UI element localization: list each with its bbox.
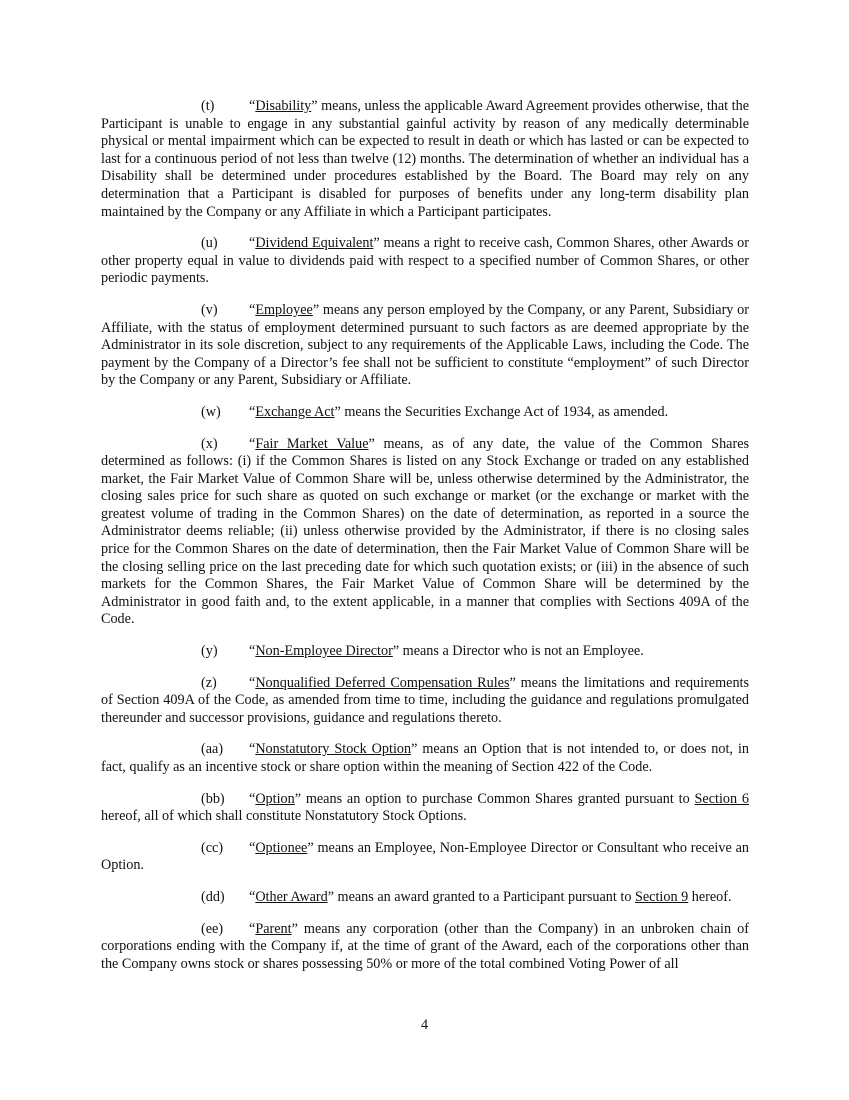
definition-text: ” means the limitations and requirements of Section 409A of the Code, as amended from time to time, including the guidance and regulations promulgated thereunder and successor provisions, guidance and regulations thereto. (101, 674, 749, 726)
definition-label: (dd) (201, 888, 225, 905)
defined-term: Disability (255, 98, 312, 114)
definition-text-tail: hereof. (688, 888, 732, 905)
definition-label: (w) (201, 403, 221, 420)
definition-label: (aa) (201, 741, 224, 758)
definition-text: ” means the Securities Exchange Act of 1934, as amended. (334, 403, 669, 420)
defined-term: Non-Employee Director (255, 643, 393, 660)
defined-term: Employee (255, 301, 313, 318)
definition-aa: (aa) “Nonstatutory Stock Option” means an Option that is not intended to, or does not, in fact, qualify as an incentive stock or share option within the meaning of Section 422 of the Code. (101, 741, 749, 775)
definition-text: ” means an award granted to a Participant pursuant to (327, 888, 635, 905)
definition-text-tail: hereof, all of which shall constitute Nonstatutory Stock Options. (101, 808, 467, 825)
definition-bb: (bb) “Option” means an option to purchase Common Shares granted pursuant to Section 6 hereof, all of which shall constitute Nonstatutory Stock Options. (101, 790, 749, 825)
defined-term: Exchange Act (255, 403, 335, 420)
defined-term: Option (255, 790, 295, 807)
definition-dd: (dd) “Other Award” means an award granted to a Participant pursuant to Section 9 hereof. (201, 888, 732, 905)
definition-label: (v) (201, 301, 218, 318)
definition-text: ” means any person employed by the Company, or any Parent, Subsidiary or Affiliate, with the status of employment determined pursuant to such factors as are deemed appropriate by the Administrator in its sole discretion, subject to any requirements of the Applicable Laws, including the Code. The payment by the Company of a Director’s fee shall not be sufficient to constitute “employment” of such Director by the Company or any Parent, Subsidiary or Affiliate. (101, 301, 749, 389)
definition-x: (x) “Fair Market Value” means, as of any date, the value of the Common Shares determined as follows: (i) if the Common Shares is listed on any Stock Exchange or traded on any established market, the Fair Market Value of Common Share will be, unless otherwise determined by the Administrator, the closing sales price for such share as quoted on such exchange or market (or the exchange or market with the greatest volume of trading in the Common Shares) on the date of determination, as reported in a source the Administrator deems reliable; (ii) unless otherwise provided by the Administrator, if there is no closing sales price for the Common Shares on the date of determination, then the Fair Market Value of Common Share will be the closing selling price on the last preceding date for which such quotation exists; or (iii) in the absence of such markets for the Common Shares, the Fair Market Value of Common Share will be determined by the Administrator in good faith and, to the extent applicable, in a manner that complies with Sections 409A of the Code. (101, 435, 750, 628)
definition-t: (t) “Disability” means, unless the applicable Award Agreement provides otherwise, that the Participant is unable to engage in any substantial gainful activity by reason of any medically determinable physical or mental impairment which can be expected to result in death or which has lasted or can be expected to last for a continuous period of not less than twelve (12) months. The determination of whether an individual has a Disability shall be determined under procedures established by the Board. The Board may rely on any determination that a Participant is disabled for purposes of benefits under any long-term disability plan maintained by the Company or any Affiliate in which a Participant participates. (101, 98, 749, 220)
definition-label: (t) (201, 98, 215, 114)
definition-cc: (cc) “Optionee” means an Employee, Non-Employee Director or Consultant who receive an Option. (101, 839, 749, 874)
definition-label: (ee) (201, 920, 224, 937)
page-number: 4 (420, 1017, 429, 1033)
definition-label: (cc) (201, 839, 224, 856)
definition-text: ” means, as of any date, the value of the Common Shares determined as follows: (i) if the Common Shares is listed on any Stock Exchange or traded on any established market, the Fair Market Value of Common Share will be, unless otherwise determined by the Administrator, the closing sales price for such share as quoted on such exchange or market (or the exchange or market with the greatest volume of trading in the Common Shares) on the date of determination, as reported in a source the Administrator deems reliable; (ii) unless otherwise provided by the Administrator, if there is no closing sales price for the Common Shares on the date of determination, then the Fair Market Value of Common Share will be the closing selling price on the last preceding date for which such quotation exists; or (iii) in the absence of such markets for the Common Shares, the Fair Market Value of Common Share will be determined by the Administrator in good faith and, to the extent applicable, in a manner that complies with Sections 409A of the Code. (101, 435, 750, 628)
definition-label: (bb) (201, 790, 225, 807)
defined-term: Fair Market Value (255, 435, 369, 452)
definition-text: ” means an Employee, Non-Employee Director or Consultant who receive an Option. (101, 839, 749, 874)
document-body (101, 98, 749, 987)
defined-term: Nonqualified Deferred Compensation Rules (255, 674, 510, 691)
definition-w: (w) “Exchange Act” means the Securities Exchange Act of 1934, as amended. (201, 403, 669, 420)
defined-term: Other Award (255, 888, 328, 905)
definition-label: (y) (201, 643, 218, 660)
defined-term: Parent (255, 920, 292, 937)
section-reference-link: Section 9 (634, 888, 689, 905)
definition-label: (x) (201, 435, 218, 452)
defined-term: Optionee (255, 839, 308, 856)
defined-term: Dividend Equivalent (255, 235, 374, 252)
definition-ee: (ee) “Parent” means any corporation (other than the Company) in an unbroken chain of corporations ending with the Company if, at the time of grant of the Award, each of the corporations other than the Company owns stock or shares possessing 50% or more of the total combined Voting Power of all (101, 920, 749, 972)
section-reference-link: Section 6 (694, 790, 749, 807)
definition-text: ” means a right to receive cash, Common Shares, other Awards or other property equal in value to dividends paid with respect to a specified number of Common Shares, or other periodic payments. (101, 235, 750, 287)
definition-z: (z) “Nonqualified Deferred Compensation Rules” means the limitations and requirements of Section 409A of the Code, as amended from time to time, including the guidance and regulations promulgated thereunder and successor provisions, guidance and regulations thereto. (101, 674, 749, 726)
definition-v: (v) “Employee” means any person employed by the Company, or any Parent, Subsidiary or Affiliate, with the status of employment determined pursuant to such factors as are deemed appropriate by the Administrator in its sole discretion, subject to any requirements of the Applicable Laws, including the Code. The payment by the Company of a Director’s fee shall not be sufficient to constitute “employment” of such Director by the Company or any Parent, Subsidiary or Affiliate. (101, 301, 749, 389)
definition-text: ” means an Option that is not intended to, or does not, in fact, qualify as an incentive stock or share option within the meaning of Section 422 of the Code. (101, 741, 749, 775)
defined-term: Nonstatutory Stock Option (255, 741, 412, 758)
definition-label: (u) (201, 235, 218, 252)
definition-text: ” means, unless the applicable Award Agreement provides otherwise, that the Participant is unable to engage in any substantial gainful activity by reason of any medically determinable physical or mental impairment which can be expected to result in death or which has lasted or can be expected to last for a continuous period of not less than twelve (12) months. The determination of whether an individual has a Disability shall be determined under procedures established by the Board. The Board may rely on any determination that a Participant is disabled for purposes of benefits under any long-term disability plan maintained by the Company or any Affiliate in which a Participant participates. (101, 98, 749, 220)
definition-u: (u) “Dividend Equivalent” means a right to receive cash, Common Shares, other Awards or other property equal in value to dividends paid with respect to a specified number of Common Shares, or other periodic payments. (101, 235, 750, 287)
definition-text: ” means any corporation (other than the Company) in an unbroken chain of corporations ending with the Company if, at the time of grant of the Award, each of the corporations other than the Company owns stock or shares possessing 50% or more of the total combined Voting Power of all (101, 920, 749, 972)
definition-label: (z) (201, 674, 217, 691)
definition-y: (y) “Non-Employee Director” means a Director who is not an Employee. (201, 643, 644, 660)
definition-text: ” means an option to purchase Common Shares granted pursuant to (294, 790, 695, 807)
definition-text: ” means a Director who is not an Employee. (392, 643, 644, 660)
